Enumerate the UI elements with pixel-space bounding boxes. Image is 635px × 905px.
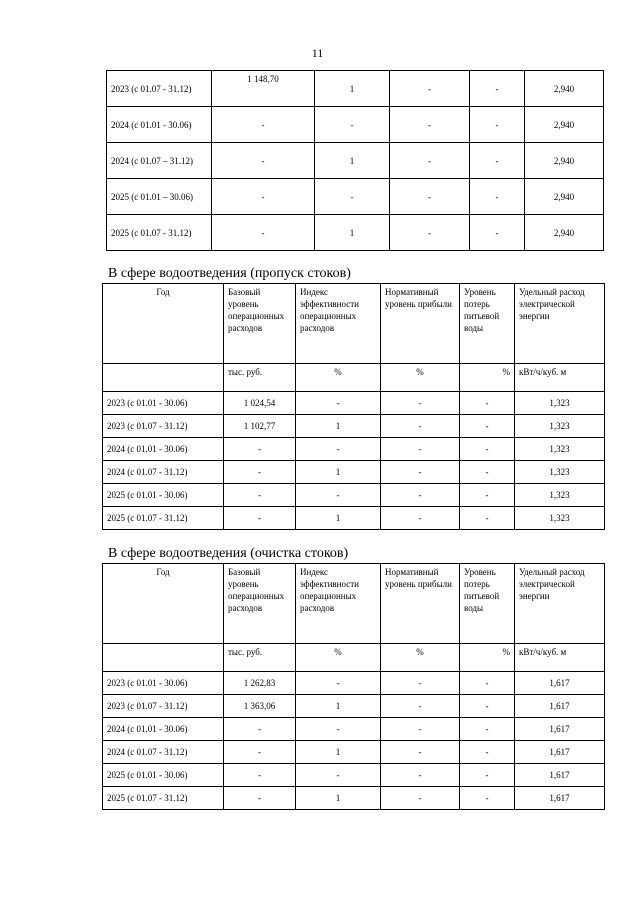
table-row (103, 741, 605, 764)
base-cost-cell: 1 363,06 (224, 695, 296, 718)
base-cost-cell: 1 102,77 (224, 415, 296, 438)
year-cell: 2024 (с 01.07 – 31.12) (107, 143, 212, 179)
header-row (103, 564, 605, 644)
year-cell: 2023 (с 01.07 - 31.12) (103, 415, 224, 438)
table-row (103, 718, 605, 741)
profit-cell: - (381, 672, 460, 695)
units-row (103, 644, 605, 672)
year-cell: 2025 (с 01.01 - 30.06) (103, 764, 224, 787)
loss-cell: - (470, 143, 525, 179)
unit-profit: % (381, 644, 460, 672)
energy-cell: 1,617 (515, 787, 605, 810)
loss-cell: - (460, 741, 515, 764)
unit-energy: кВт/ч/куб. м (515, 644, 605, 672)
table-row (103, 415, 605, 438)
header-year: Год (103, 564, 224, 644)
units-row (103, 364, 605, 392)
table-row (103, 461, 605, 484)
profit-cell: - (381, 695, 460, 718)
loss-cell: - (460, 787, 515, 810)
section-heading-treatment: В сфере водоотведения (очистка стоков) (108, 546, 349, 561)
profit-cell: - (390, 179, 470, 215)
unit-base-cost: тыс. руб. (224, 644, 296, 672)
loss-cell: - (470, 107, 525, 143)
index-cell: 1 (296, 787, 381, 810)
loss-cell: - (470, 179, 525, 215)
index-cell: - (296, 764, 381, 787)
year-cell: 2025 (с 01.07 - 31.12) (107, 215, 212, 251)
table-row (107, 107, 604, 143)
loss-cell: - (460, 718, 515, 741)
base-cost-cell: - (224, 507, 296, 530)
loss-cell: - (460, 415, 515, 438)
loss-cell: - (460, 764, 515, 787)
table-row (107, 179, 604, 215)
index-cell: 1 (296, 741, 381, 764)
profit-cell: - (390, 107, 470, 143)
index-cell: - (315, 179, 390, 215)
index-cell: - (296, 718, 381, 741)
profit-cell: - (390, 71, 470, 107)
treatment-table (102, 563, 605, 810)
loss-cell: - (460, 484, 515, 507)
year-cell: 2023 (с 01.01 - 30.06) (103, 672, 224, 695)
index-cell: 1 (296, 415, 381, 438)
base-cost-cell: - (224, 718, 296, 741)
year-cell: 2023 (с 01.07 - 31.12) (107, 71, 212, 107)
index-cell: - (296, 438, 381, 461)
unit-index: % (296, 364, 381, 392)
base-cost-cell: - (224, 438, 296, 461)
page-number: 11 (311, 46, 324, 60)
loss-cell: - (460, 461, 515, 484)
loss-cell: - (460, 392, 515, 415)
index-cell: - (296, 392, 381, 415)
energy-cell: 1,323 (515, 392, 605, 415)
header-base-cost: Базовый уровень операционных расходов (224, 564, 296, 644)
index-cell: 1 (296, 695, 381, 718)
loss-cell: - (460, 672, 515, 695)
energy-cell: 1,323 (515, 438, 605, 461)
year-cell: 2025 (с 01.07 - 31.12) (103, 787, 224, 810)
drainage-table (102, 283, 605, 530)
year-cell: 2024 (с 01.07 - 31.12) (103, 741, 224, 764)
year-cell: 2024 (с 01.01 - 30.06) (103, 718, 224, 741)
table-row (103, 695, 605, 718)
energy-cell: 1,617 (515, 764, 605, 787)
header-year: Год (103, 284, 224, 364)
energy-cell: 1,617 (515, 718, 605, 741)
table-row (103, 392, 605, 415)
energy-cell: 1,323 (515, 461, 605, 484)
table-row (103, 484, 605, 507)
profit-cell: - (390, 143, 470, 179)
profit-cell: - (381, 415, 460, 438)
loss-cell: - (460, 438, 515, 461)
table-row (103, 764, 605, 787)
year-cell: 2023 (с 01.07 - 31.12) (103, 695, 224, 718)
header-efficiency-index: Индекс эффективности операционных расходов (296, 564, 381, 644)
index-cell: 1 (315, 71, 390, 107)
base-cost-cell: - (224, 741, 296, 764)
loss-cell: - (460, 695, 515, 718)
energy-cell: 1,617 (515, 741, 605, 764)
header-energy: Удельный расход электрической энергии (515, 564, 605, 644)
base-cost-cell: - (224, 764, 296, 787)
water-supply-table (106, 70, 604, 251)
energy-cell: 2,940 (525, 143, 604, 179)
year-cell: 2023 (с 01.01 - 30.06) (103, 392, 224, 415)
energy-cell: 2,940 (525, 215, 604, 251)
energy-cell: 1,323 (515, 484, 605, 507)
base-cost-cell: 1 262,83 (224, 672, 296, 695)
loss-cell: - (470, 71, 525, 107)
header-water-loss: Уровень потерь питьевой воды (460, 564, 515, 644)
unit-loss: % (460, 364, 515, 392)
loss-cell: - (470, 215, 525, 251)
profit-cell: - (381, 741, 460, 764)
year-cell: 2025 (с 01.07 - 31.12) (103, 507, 224, 530)
loss-cell: - (460, 507, 515, 530)
index-cell: - (296, 672, 381, 695)
base-cost-cell: - (224, 461, 296, 484)
unit-loss: % (460, 644, 515, 672)
unit-profit: % (381, 364, 460, 392)
year-cell: 2024 (с 01.01 - 30.06) (103, 438, 224, 461)
profit-cell: - (390, 215, 470, 251)
header-row (103, 284, 605, 364)
base-cost-cell: - (212, 179, 315, 215)
header-base-cost: Базовый уровень операционных расходов (224, 284, 296, 364)
energy-cell: 2,940 (525, 71, 604, 107)
unit-year (103, 364, 224, 392)
year-cell: 2025 (с 01.01 – 30.06) (107, 179, 212, 215)
index-cell: 1 (315, 143, 390, 179)
table-row (103, 672, 605, 695)
table-row (107, 215, 604, 251)
unit-base-cost: тыс. руб. (224, 364, 296, 392)
header-profit-level: Нормативный уровень прибыли (381, 564, 460, 644)
base-cost-cell: - (212, 107, 315, 143)
index-cell: 1 (315, 215, 390, 251)
energy-cell: 2,940 (525, 179, 604, 215)
profit-cell: - (381, 438, 460, 461)
profit-cell: - (381, 764, 460, 787)
energy-cell: 1,323 (515, 415, 605, 438)
year-cell: 2024 (с 01.01 - 30.06) (107, 107, 212, 143)
base-cost-cell: - (224, 787, 296, 810)
header-water-loss: Уровень потерь питьевой воды (460, 284, 515, 364)
profit-cell: - (381, 392, 460, 415)
index-cell: - (315, 107, 390, 143)
index-cell: - (296, 484, 381, 507)
table-row (103, 787, 605, 810)
base-cost-cell: - (212, 143, 315, 179)
profit-cell: - (381, 507, 460, 530)
profit-cell: - (381, 484, 460, 507)
section-heading-drainage: В сфере водоотведения (пропуск стоков) (108, 266, 351, 281)
unit-year (103, 644, 224, 672)
energy-cell: 2,940 (525, 107, 604, 143)
index-cell: 1 (296, 507, 381, 530)
table-row (107, 143, 604, 179)
header-efficiency-index: Индекс эффективности операционных расходов (296, 284, 381, 364)
table-row (103, 438, 605, 461)
profit-cell: - (381, 718, 460, 741)
year-cell: 2025 (с 01.01 - 30.06) (103, 484, 224, 507)
header-profit-level: Нормативный уровень прибыли (381, 284, 460, 364)
unit-energy: кВт/ч/куб. м (515, 364, 605, 392)
table-row (103, 507, 605, 530)
base-cost-cell: 1 148,70 (212, 71, 315, 107)
energy-cell: 1,323 (515, 507, 605, 530)
year-cell: 2024 (с 01.07 - 31.12) (103, 461, 224, 484)
base-cost-cell: - (224, 484, 296, 507)
energy-cell: 1,617 (515, 672, 605, 695)
index-cell: 1 (296, 461, 381, 484)
energy-cell: 1,617 (515, 695, 605, 718)
base-cost-cell: 1 024,54 (224, 392, 296, 415)
header-energy: Удельный расход электрической энергии (515, 284, 605, 364)
profit-cell: - (381, 787, 460, 810)
table-row (107, 71, 604, 107)
profit-cell: - (381, 461, 460, 484)
base-cost-cell: - (212, 215, 315, 251)
unit-index: % (296, 644, 381, 672)
